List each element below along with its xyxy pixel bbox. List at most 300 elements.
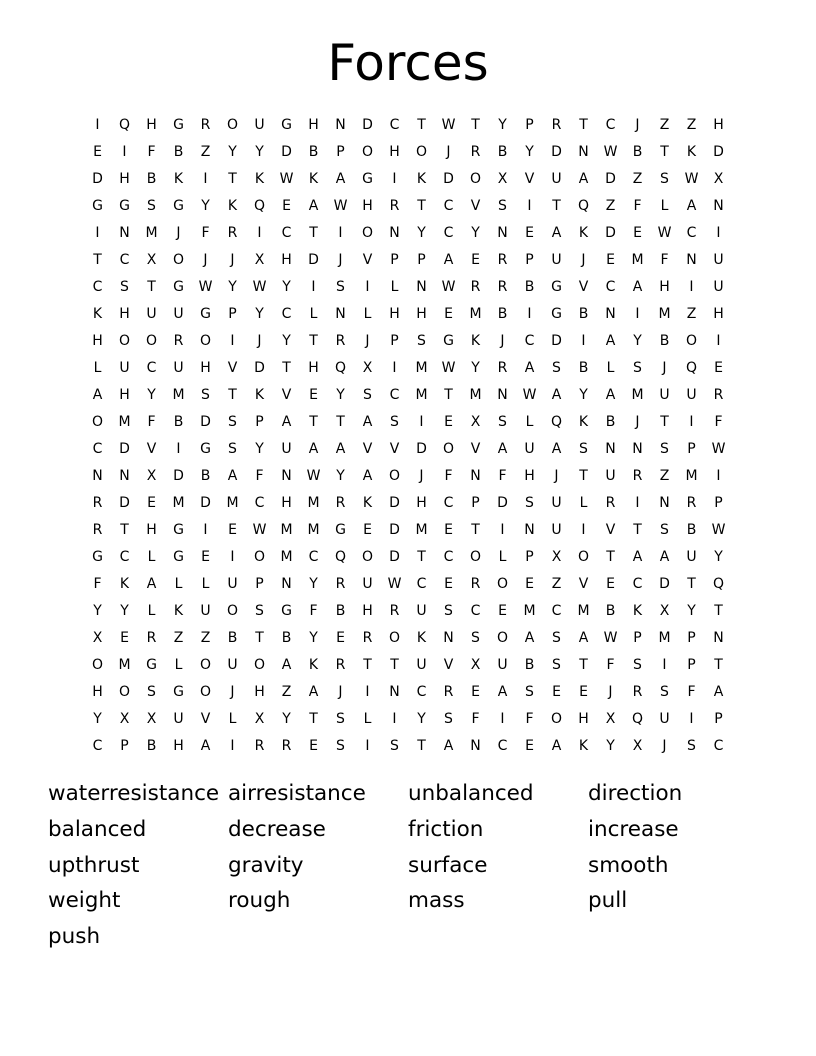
- grid-cell: M: [118, 414, 131, 430]
- grid-cell: T: [309, 711, 318, 727]
- grid-cell: K: [173, 603, 184, 619]
- grid-cell: X: [632, 738, 643, 754]
- grid-cell: B: [281, 630, 292, 646]
- grid-cell: A: [551, 738, 562, 754]
- grid-cell: T: [93, 252, 102, 268]
- grid-cell: A: [605, 387, 616, 403]
- grid-cell: H: [146, 117, 157, 133]
- grid-cell: Z: [173, 630, 184, 646]
- grid-cell: T: [417, 198, 426, 214]
- grid-cell: H: [524, 468, 535, 484]
- grid-cell: B: [524, 279, 535, 295]
- grid-cell: S: [201, 387, 210, 403]
- word-list-item: smooth: [588, 852, 669, 878]
- grid-cell: I: [230, 549, 235, 565]
- grid-cell: I: [365, 738, 370, 754]
- grid-cell: R: [443, 684, 454, 700]
- grid-cell: Y: [471, 225, 480, 241]
- grid-cell: X: [146, 252, 157, 268]
- grid-cell: T: [660, 144, 669, 160]
- grid-cell: R: [389, 603, 400, 619]
- grid-cell: J: [500, 333, 505, 349]
- grid-cell: X: [605, 711, 616, 727]
- grid-cell: T: [633, 522, 642, 538]
- grid-cell: C: [713, 738, 724, 754]
- grid-cell: N: [686, 252, 697, 268]
- grid-cell: O: [118, 333, 131, 349]
- grid-cell: N: [713, 630, 724, 646]
- grid-cell: Y: [93, 603, 102, 619]
- grid-cell: S: [660, 684, 669, 700]
- grid-cell: U: [173, 306, 184, 322]
- grid-cell: C: [416, 684, 427, 700]
- word-list-item: unbalanced: [408, 781, 534, 806]
- grid-cell: V: [470, 198, 481, 214]
- grid-cell: P: [633, 630, 642, 646]
- grid-cell: K: [362, 495, 373, 511]
- grid-cell: H: [92, 684, 103, 700]
- grid-cell: W: [333, 198, 348, 214]
- grid-cell: Y: [228, 144, 237, 160]
- grid-cell: G: [200, 306, 211, 322]
- grid-row: [84, 355, 732, 382]
- grid-cell: M: [307, 495, 320, 511]
- grid-cell: E: [525, 738, 534, 754]
- grid-cell: Y: [498, 117, 507, 133]
- grid-cell: R: [551, 117, 562, 133]
- grid-cell: D: [362, 117, 373, 133]
- grid-cell: S: [363, 387, 372, 403]
- grid-cell: F: [660, 252, 669, 268]
- grid-cell: K: [254, 171, 265, 187]
- grid-cell: S: [687, 738, 696, 754]
- grid-cell: C: [686, 225, 697, 241]
- grid-cell: N: [497, 225, 508, 241]
- grid-cell: M: [145, 225, 158, 241]
- grid-cell: H: [281, 495, 292, 511]
- word-list-item: direction: [588, 781, 683, 806]
- grid-cell: W: [252, 522, 267, 538]
- grid-cell: O: [226, 603, 239, 619]
- word-list-item: increase: [588, 816, 679, 842]
- grid-cell: H: [281, 252, 292, 268]
- grid-cell: U: [200, 603, 211, 619]
- grid-cell: B: [308, 144, 319, 160]
- grid-cell: X: [470, 414, 481, 430]
- grid-cell: P: [255, 414, 264, 430]
- grid-cell: H: [713, 306, 724, 322]
- grid-cell: S: [498, 198, 507, 214]
- grid-cell: O: [199, 657, 212, 673]
- grid-cell: J: [419, 468, 424, 484]
- grid-cell: K: [227, 198, 238, 214]
- grid-cell: D: [659, 576, 670, 592]
- grid-cell: H: [308, 360, 319, 376]
- grid-cell: J: [365, 333, 370, 349]
- grid-cell: D: [551, 144, 562, 160]
- grid-cell: D: [119, 441, 130, 457]
- grid-cell: S: [552, 630, 561, 646]
- grid-cell: K: [308, 657, 319, 673]
- grid-cell: U: [119, 360, 130, 376]
- grid-cell: R: [146, 630, 157, 646]
- grid-cell: T: [417, 549, 426, 565]
- grid-cell: S: [633, 657, 642, 673]
- grid-cell: O: [469, 171, 482, 187]
- grid-row: [84, 409, 732, 436]
- grid-cell: U: [713, 279, 724, 295]
- grid-cell: A: [497, 441, 508, 457]
- grid-row: [84, 571, 732, 598]
- grid-cell: Z: [551, 576, 562, 592]
- grid-cell: N: [119, 468, 130, 484]
- grid-cell: H: [200, 360, 211, 376]
- grid-cell: B: [200, 468, 211, 484]
- grid-cell: O: [226, 117, 239, 133]
- grid-cell: U: [551, 495, 562, 511]
- grid-cell: P: [390, 252, 399, 268]
- grid-cell: H: [389, 306, 400, 322]
- grid-cell: S: [336, 279, 345, 295]
- grid-cell: F: [687, 684, 696, 700]
- grid-cell: A: [308, 684, 319, 700]
- grid-cell: R: [281, 738, 292, 754]
- grid-cell: C: [443, 549, 454, 565]
- grid-cell: B: [659, 333, 670, 349]
- grid-cell: R: [632, 684, 643, 700]
- grid-cell: Z: [659, 468, 670, 484]
- word-list-item: decrease: [228, 816, 326, 842]
- grid-cell: J: [635, 414, 640, 430]
- grid-cell: N: [713, 198, 724, 214]
- grid-cell: Y: [228, 279, 237, 295]
- grid-cell: L: [174, 576, 183, 592]
- grid-cell: A: [362, 414, 373, 430]
- grid-cell: C: [92, 279, 103, 295]
- grid-cell: G: [173, 198, 184, 214]
- grid-cell: D: [92, 171, 103, 187]
- grid-cell: M: [280, 549, 293, 565]
- grid-cell: I: [662, 657, 667, 673]
- grid-cell: R: [335, 576, 346, 592]
- grid-cell: A: [308, 198, 319, 214]
- grid-cell: G: [173, 117, 184, 133]
- word-list-item: balanced: [48, 816, 147, 842]
- grid-row: [84, 463, 732, 490]
- grid-row: [84, 490, 732, 517]
- grid-cell: T: [282, 360, 291, 376]
- grid-cell: O: [442, 441, 455, 457]
- grid-cell: O: [253, 657, 266, 673]
- grid-cell: L: [174, 657, 183, 673]
- grid-cell: L: [579, 495, 588, 511]
- grid-cell: C: [416, 576, 427, 592]
- grid-cell: F: [525, 711, 534, 727]
- grid-row: [84, 679, 732, 706]
- grid-cell: R: [389, 198, 400, 214]
- grid-cell: G: [173, 279, 184, 295]
- grid-cell: D: [551, 333, 562, 349]
- grid-cell: S: [471, 630, 480, 646]
- grid-cell: A: [335, 171, 346, 187]
- grid-cell: E: [633, 225, 642, 241]
- grid-cell: A: [281, 414, 292, 430]
- grid-cell: S: [417, 333, 426, 349]
- grid-cell: T: [336, 414, 345, 430]
- grid-cell: K: [254, 387, 265, 403]
- grid-row: [84, 166, 732, 193]
- grid-cell: O: [469, 549, 482, 565]
- grid-cell: V: [227, 360, 238, 376]
- grid-cell: Y: [687, 603, 696, 619]
- grid-cell: E: [336, 630, 345, 646]
- grid-cell: W: [657, 225, 672, 241]
- grid-cell: O: [361, 144, 374, 160]
- grid-cell: A: [659, 549, 670, 565]
- grid-cell: C: [443, 225, 454, 241]
- grid-cell: T: [660, 414, 669, 430]
- grid-cell: P: [417, 252, 426, 268]
- grid-cell: B: [524, 657, 535, 673]
- word-list-item: waterresistance: [48, 781, 220, 806]
- grid-cell: Z: [200, 144, 211, 160]
- grid-cell: H: [146, 522, 157, 538]
- grid-cell: Z: [605, 198, 616, 214]
- grid-cell: T: [579, 468, 588, 484]
- grid-cell: O: [172, 252, 185, 268]
- grid-cell: P: [120, 738, 129, 754]
- grid-cell: U: [281, 441, 292, 457]
- grid-cell: E: [552, 684, 561, 700]
- grid-cell: P: [525, 252, 534, 268]
- grid-cell: A: [713, 684, 724, 700]
- grid-cell: F: [471, 711, 480, 727]
- grid-cell: R: [713, 387, 724, 403]
- grid-cell: R: [173, 333, 184, 349]
- grid-cell: L: [660, 198, 669, 214]
- grid-cell: M: [469, 306, 482, 322]
- grid-cell: C: [632, 576, 643, 592]
- grid-cell: I: [500, 711, 505, 727]
- grid-cell: I: [419, 414, 424, 430]
- grid-row: [84, 193, 732, 220]
- grid-cell: R: [686, 495, 697, 511]
- grid-cell: S: [336, 711, 345, 727]
- grid-cell: J: [554, 468, 559, 484]
- grid-cell: K: [416, 630, 427, 646]
- grid-cell: R: [254, 738, 265, 754]
- grid-cell: U: [659, 387, 670, 403]
- grid-cell: E: [444, 306, 453, 322]
- grid-cell: J: [230, 684, 235, 700]
- grid-cell: F: [633, 198, 642, 214]
- grid-cell: U: [227, 657, 238, 673]
- grid-cell: M: [415, 387, 428, 403]
- grid-cell: L: [309, 306, 318, 322]
- grid-cell: C: [389, 387, 400, 403]
- word-list-item: surface: [408, 852, 488, 878]
- grid-cell: M: [631, 252, 644, 268]
- grid-cell: M: [118, 657, 131, 673]
- word-list-item: mass: [408, 888, 465, 914]
- grid-cell: G: [173, 549, 184, 565]
- grid-cell: U: [605, 468, 616, 484]
- grid-cell: K: [470, 333, 481, 349]
- grid-cell: F: [309, 603, 318, 619]
- grid-cell: M: [280, 522, 293, 538]
- grid-cell: T: [579, 657, 588, 673]
- grid-cell: I: [176, 441, 181, 457]
- grid-cell: Y: [282, 279, 291, 295]
- grid-cell: S: [228, 441, 237, 457]
- grid-cell: P: [687, 630, 696, 646]
- grid-cell: J: [635, 117, 640, 133]
- grid-cell: E: [714, 360, 723, 376]
- grid-cell: Y: [201, 198, 210, 214]
- grid-cell: A: [632, 279, 643, 295]
- grid-cell: L: [228, 711, 237, 727]
- grid-cell: A: [551, 387, 562, 403]
- word-list-item: push: [48, 924, 101, 950]
- grid-row: [84, 706, 732, 733]
- grid-cell: U: [146, 306, 157, 322]
- grid-cell: I: [365, 684, 370, 700]
- grid-cell: O: [388, 630, 401, 646]
- grid-cell: D: [119, 495, 130, 511]
- grid-cell: W: [279, 171, 294, 187]
- grid-cell: R: [227, 225, 238, 241]
- grid-cell: R: [200, 117, 211, 133]
- grid-cell: V: [281, 387, 292, 403]
- grid-cell: S: [660, 171, 669, 187]
- grid-cell: S: [147, 684, 156, 700]
- grid-cell: A: [443, 738, 454, 754]
- grid-cell: G: [362, 171, 373, 187]
- grid-cell: B: [173, 414, 184, 430]
- grid-cell: G: [335, 522, 346, 538]
- grid-cell: V: [389, 441, 400, 457]
- grid-cell: L: [93, 360, 102, 376]
- grid-row: [84, 328, 732, 355]
- grid-cell: L: [201, 576, 210, 592]
- grid-cell: R: [362, 630, 373, 646]
- grid-cell: D: [281, 144, 292, 160]
- grid-cell: S: [228, 414, 237, 430]
- grid-cell: S: [336, 738, 345, 754]
- grid-cell: I: [689, 279, 694, 295]
- grid-cell: W: [711, 441, 726, 457]
- grid-cell: A: [497, 684, 508, 700]
- grid-cell: X: [146, 711, 157, 727]
- grid-cell: X: [254, 711, 265, 727]
- grid-cell: G: [281, 117, 292, 133]
- grid-cell: W: [306, 468, 321, 484]
- grid-cell: H: [416, 495, 427, 511]
- grid-cell: O: [496, 630, 509, 646]
- grid-cell: Q: [631, 711, 644, 727]
- grid-cell: R: [335, 657, 346, 673]
- grid-cell: S: [390, 738, 399, 754]
- grid-cell: D: [254, 360, 265, 376]
- grid-cell: W: [441, 360, 456, 376]
- grid-cell: K: [578, 225, 589, 241]
- grid-cell: Z: [659, 117, 670, 133]
- grid-cell: J: [608, 684, 613, 700]
- grid-cell: E: [228, 522, 237, 538]
- grid-cell: D: [497, 495, 508, 511]
- grid-cell: E: [444, 576, 453, 592]
- grid-cell: M: [577, 603, 590, 619]
- grid-cell: Y: [336, 468, 345, 484]
- grid-cell: A: [578, 171, 589, 187]
- grid-cell: X: [470, 657, 481, 673]
- grid-cell: F: [606, 657, 615, 673]
- grid-cell: N: [578, 144, 589, 160]
- grid-row: [84, 274, 732, 301]
- grid-cell: H: [578, 711, 589, 727]
- grid-cell: F: [255, 468, 264, 484]
- grid-cell: S: [444, 603, 453, 619]
- grid-cell: D: [443, 171, 454, 187]
- grid-cell: G: [551, 306, 562, 322]
- grid-cell: X: [254, 252, 265, 268]
- grid-cell: B: [578, 306, 589, 322]
- grid-cell: E: [444, 414, 453, 430]
- grid-cell: M: [469, 387, 482, 403]
- grid-cell: W: [441, 279, 456, 295]
- grid-row: [84, 301, 732, 328]
- grid-cell: Q: [334, 360, 347, 376]
- grid-cell: H: [362, 603, 373, 619]
- grid-cell: C: [605, 279, 616, 295]
- grid-cell: I: [500, 522, 505, 538]
- grid-cell: E: [525, 576, 534, 592]
- grid-cell: S: [255, 603, 264, 619]
- grid-cell: D: [200, 414, 211, 430]
- grid-cell: C: [146, 360, 157, 376]
- grid-cell: O: [550, 711, 563, 727]
- grid-cell: I: [527, 198, 532, 214]
- grid-cell: J: [338, 252, 343, 268]
- grid-cell: D: [308, 252, 319, 268]
- grid-cell: I: [122, 144, 127, 160]
- grid-cell: C: [497, 738, 508, 754]
- grid-cell: H: [173, 738, 184, 754]
- grid-cell: Q: [577, 198, 590, 214]
- grid-cell: S: [120, 279, 129, 295]
- grid-cell: O: [145, 333, 158, 349]
- grid-cell: K: [578, 414, 589, 430]
- grid-cell: V: [524, 171, 535, 187]
- grid-cell: T: [471, 522, 480, 538]
- grid-cell: U: [524, 441, 535, 457]
- grid-cell: X: [497, 171, 508, 187]
- grid-cell: A: [443, 252, 454, 268]
- grid-cell: S: [525, 495, 534, 511]
- grid-cell: I: [392, 711, 397, 727]
- grid-row: [84, 139, 732, 166]
- grid-cell: D: [389, 549, 400, 565]
- grid-cell: V: [578, 576, 589, 592]
- grid-cell: X: [713, 171, 724, 187]
- grid-cell: A: [551, 225, 562, 241]
- grid-cell: G: [200, 441, 211, 457]
- grid-cell: T: [309, 225, 318, 241]
- grid-cell: T: [390, 657, 399, 673]
- grid-cell: K: [173, 171, 184, 187]
- grid-cell: T: [417, 738, 426, 754]
- grid-cell: A: [227, 468, 238, 484]
